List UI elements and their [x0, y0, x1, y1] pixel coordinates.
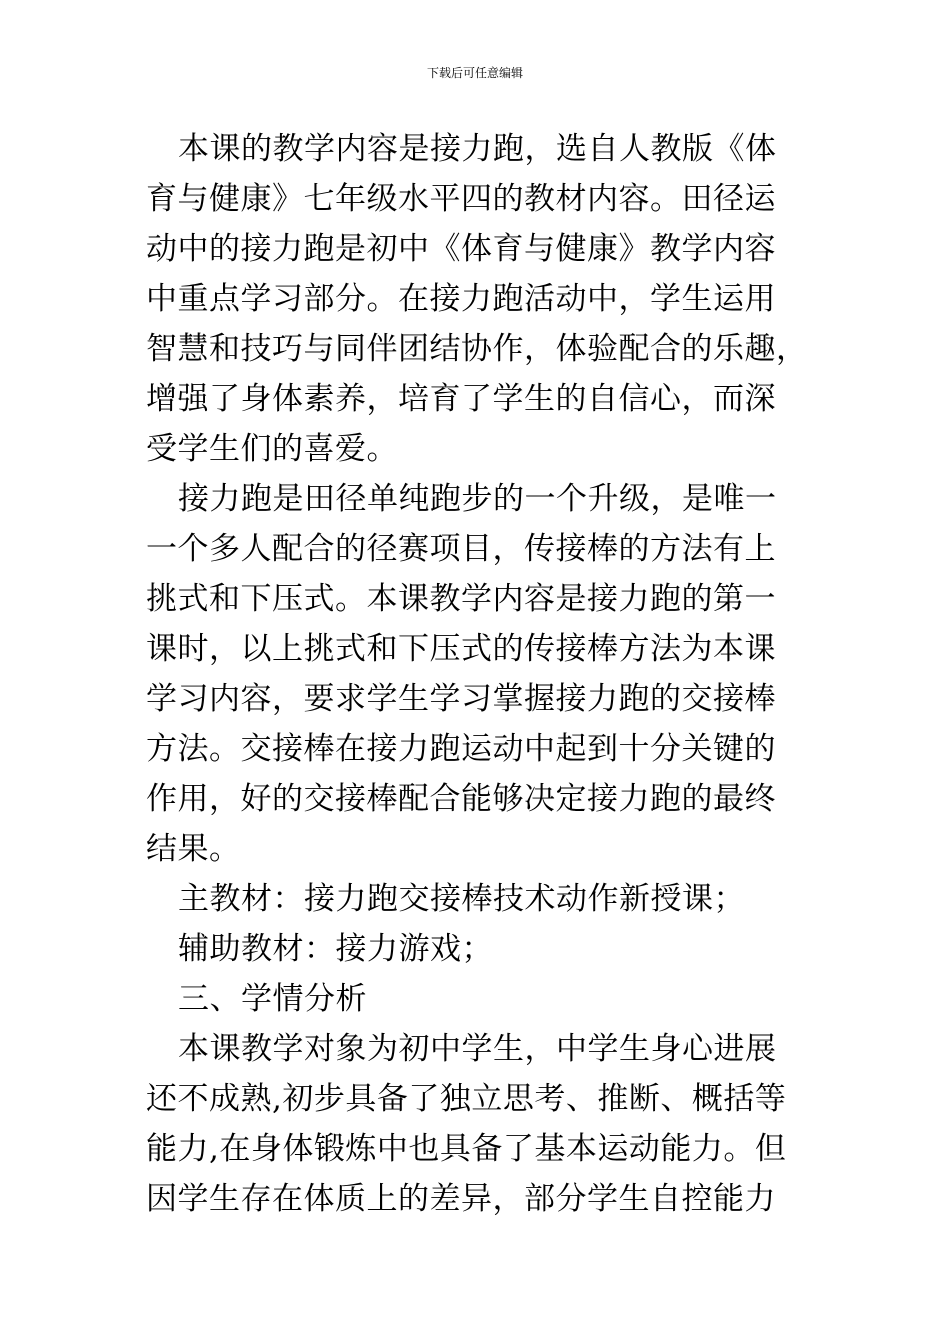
- paragraph-line: 挑式和下压式。本课教学内容是接力跑的第一: [146, 581, 776, 617]
- paragraph-line: 一个多人配合的径赛项目，传接棒的方法有上: [146, 531, 776, 567]
- paragraph-line: 结果。: [146, 831, 241, 867]
- paragraph-line: 智慧和技巧与同伴团结协作，体验配合的乐趣，: [146, 331, 808, 367]
- paragraph-line: 接力跑是田径单纯跑步的一个升级，是唯一: [178, 481, 777, 517]
- paragraph-line: 课时，以上挑式和下压式的传接棒方法为本课: [146, 631, 776, 667]
- paragraph-line: 本课的教学内容是接力跑，选自人教版《体: [178, 131, 777, 167]
- paragraph-line: 本课教学对象为初中学生，中学生身心进展: [178, 1031, 777, 1067]
- paragraph-line: 动中的接力跑是初中《体育与健康》教学内容: [146, 231, 776, 267]
- paragraph-line: 因学生存在体质上的差异，部分学生自控能力: [146, 1181, 776, 1217]
- paragraph-line: 育与健康》七年级水平四的教材内容。田径运: [146, 181, 776, 217]
- auxiliary-material-line: 辅助教材：接力游戏；: [178, 931, 493, 967]
- main-material-line: 主教材：接力跑交接棒技术动作新授课；: [178, 881, 745, 917]
- paragraph-line: 学习内容，要求学生学习掌握接力跑的交接棒: [146, 681, 776, 717]
- paragraph-line: 方法。交接棒在接力跑运动中起到十分关键的: [146, 731, 776, 767]
- paragraph-line: 增强了身体素养，培育了学生的自信心，而深: [146, 381, 776, 417]
- paragraph-line: 能力,在身体锻炼中也具备了基本运动能力。但: [146, 1131, 787, 1167]
- paragraph-line: 中重点学习部分。在接力跑活动中，学生运用: [146, 281, 776, 317]
- header-note: 下载后可任意编辑: [426, 66, 523, 80]
- paragraph-line: 受学生们的喜爱。: [146, 431, 398, 467]
- body-text: [146, 124, 806, 1224]
- paragraph-line: 还不成熟,初步具备了独立思考、推断、概括等: [146, 1081, 787, 1117]
- paragraph-line: 作用，好的交接棒配合能够决定接力跑的最终: [146, 781, 776, 817]
- section-heading: 三、学情分析: [178, 981, 367, 1017]
